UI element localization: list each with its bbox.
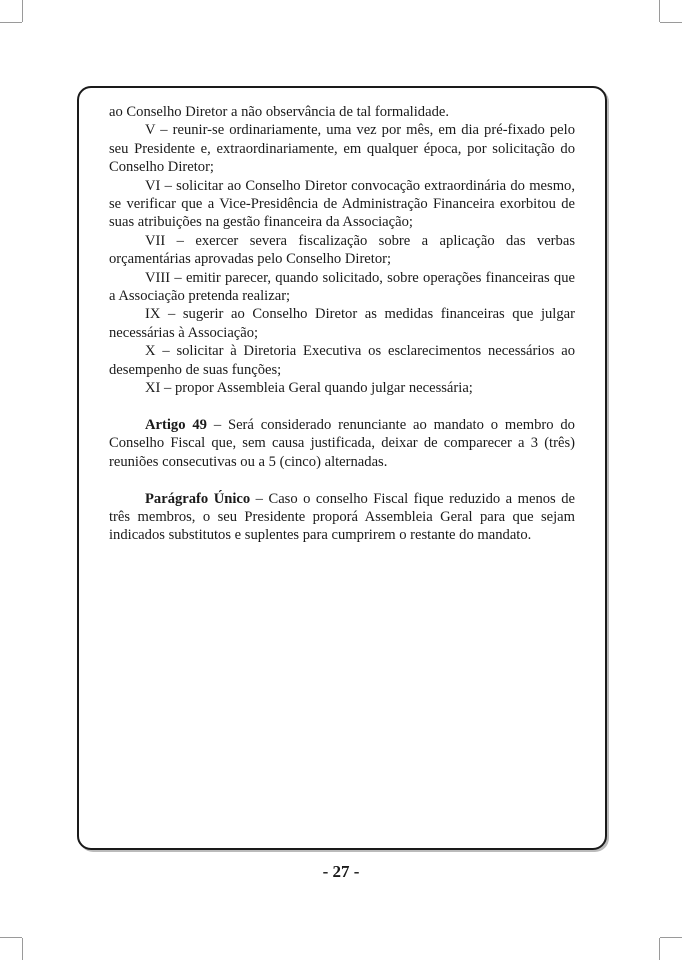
crop-mark	[22, 0, 23, 22]
item-v: V – reunir-se ordinariamente, uma vez por mês, em dia pré-fixado pelo seu Presidente e, extraordinariamente, em qualquer época, por solicitação do Conselho Diretor;	[109, 122, 575, 176]
document-body	[109, 103, 575, 545]
paragraph-gap	[109, 398, 575, 416]
crop-mark	[0, 22, 22, 23]
item-ix: IX – sugerir ao Conselho Diretor as medidas financeiras que julgar necessárias à Associação;	[109, 306, 575, 341]
item-xi: XI – propor Assembleia Geral quando julgar necessária;	[145, 380, 473, 397]
paragraph-gap	[109, 471, 575, 489]
artigo-49	[109, 416, 575, 471]
paragrafo-unico-text: – Caso o conselho Fiscal fique reduzido a menos de três membros, o seu Presidente proporá Assembleia Geral para que sejam indicados substitutos e suplentes para cumprirem o restante do mandato.	[109, 490, 575, 544]
crop-mark	[659, 0, 660, 22]
page-number: - 27 -	[322, 862, 360, 881]
artigo-49-text: – Será considerado renunciante ao mandato o membro do Conselho Fiscal que, sem causa justificada, deixar de comparecer a 3 (três) reuniões consecutivas ou a 5 (cinco) alternadas.	[109, 416, 575, 470]
paragrafo-unico-heading: Parágrafo Único	[145, 490, 251, 507]
crop-mark	[660, 937, 682, 938]
crop-mark	[0, 937, 22, 938]
crop-mark	[22, 938, 23, 960]
item-vii: VII – exercer severa fiscalização sobre a aplicação das verbas orçamentárias aprovadas pelo Conselho Diretor;	[109, 232, 575, 268]
paragraph-continuation: ao Conselho Diretor a não observância de tal formalidade.	[109, 104, 449, 120]
crop-mark	[660, 22, 682, 23]
artigo-49-heading: Artigo 49	[145, 416, 207, 433]
item-viii: VIII – emitir parecer, quando solicitado, sobre operações financeiras que a Associação pretenda realizar;	[109, 269, 575, 305]
paragrafo-unico	[109, 490, 575, 545]
item-vi: VI – solicitar ao Conselho Diretor convocação extraordinária do mesmo, se verificar que a Vice-Presidência de Administração Financeira exorbitou de suas atribuições na gestão financeira da Associação;	[109, 177, 575, 231]
crop-mark	[659, 938, 660, 960]
page-frame	[77, 86, 607, 850]
item-x: X – solicitar à Diretoria Executiva os esclarecimentos necessários ao desempenho de suas funções;	[109, 343, 575, 378]
